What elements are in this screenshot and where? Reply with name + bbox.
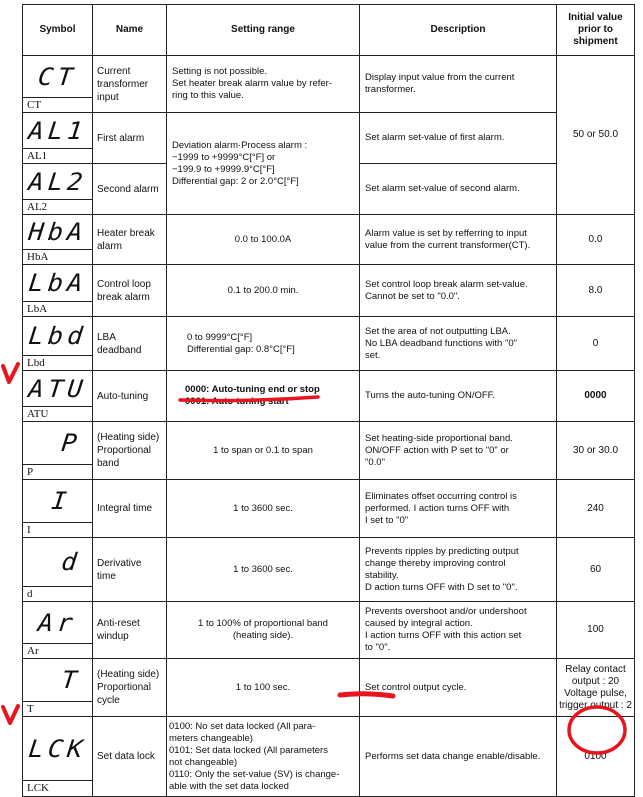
- setting-range: [167, 371, 360, 422]
- parameter-table: [22, 4, 635, 797]
- symbol-cell: [23, 164, 93, 215]
- initial-value: Relay contact output : 20 Voltage pulse, trigger output : 2: [557, 659, 635, 717]
- initial-value: 100: [557, 602, 635, 659]
- setting-range: 0.0 to 100.0A: [167, 215, 360, 265]
- param-name: (Heating side) Proportional cycle: [93, 659, 167, 717]
- table-row: [23, 265, 635, 317]
- initial-value: 60: [557, 538, 635, 602]
- header-symbol: Symbol: [23, 5, 93, 56]
- symbol-code: AL2: [23, 199, 92, 214]
- symbol-cell: [23, 265, 93, 317]
- setting-range: 1 to 100% of proportional band (heating side).: [167, 602, 360, 659]
- header-initial: Initial value prior to shipment: [557, 5, 635, 56]
- param-name: Second alarm: [93, 164, 167, 215]
- description: Display input value from the current transformer.: [360, 56, 557, 113]
- table-row: [23, 317, 635, 371]
- header-name: Name: [93, 5, 167, 56]
- symbol-code: Lbd: [23, 355, 92, 370]
- table-row: [23, 422, 635, 480]
- table-row: [23, 113, 635, 164]
- check-mark-atu: [3, 364, 18, 382]
- symbol-cell: [23, 113, 93, 164]
- param-name: Integral time: [93, 480, 167, 538]
- segment-display: AL1: [26, 116, 89, 145]
- description: Set control loop break alarm set-value. Cannot be set to "0.0".: [360, 265, 557, 317]
- segment-display: CT: [36, 62, 79, 91]
- range-line: 0000: Auto-tuning end or stop: [185, 384, 320, 395]
- table-row: [23, 480, 635, 538]
- description: Prevents ripples by predicting output change thereby improving control stability. D action turns OFF with D set to "0".: [360, 538, 557, 602]
- symbol-cell: [23, 538, 93, 602]
- symbol-cell: [23, 56, 93, 113]
- header-row: [23, 5, 635, 56]
- description: Eliminates offset occurring control is performed. I action turns OFF with I set to "0": [360, 480, 557, 538]
- initial-value: 0100: [557, 717, 635, 797]
- initial-value: 0000: [557, 371, 635, 422]
- setting-range: 0.1 to 200.0 min.: [167, 265, 360, 317]
- initial-value: 8.0: [557, 265, 635, 317]
- header-range: Setting range: [167, 5, 360, 56]
- symbol-code: AL1: [23, 148, 92, 163]
- setting-range: Deviation alarm·Process alarm : −1999 to +9999°C[°F] or −199.9 to +9999.9°C[°F] Differential gap: 2 or 2.0°C[°F]: [167, 113, 360, 215]
- segment-display: T: [59, 666, 83, 694]
- description: Set the area of not outputting LBA. No LBA deadband functions with "0" set.: [360, 317, 557, 371]
- description: Performs set data change enable/disable.: [360, 717, 557, 797]
- setting-range: 0100: No set data locked (All para- meters changeable) 0101: Set data locked (All parameters not changeable) 0110: Only the set-value (SV) is change- able with the set data locked: [167, 717, 360, 797]
- description: Prevents overshoot and/or undershoot caused by integral action. I action turns OFF with this action set to "0".: [360, 602, 557, 659]
- symbol-cell: [23, 602, 93, 659]
- segment-display: HbA: [26, 218, 89, 246]
- param-name: First alarm: [93, 113, 167, 164]
- symbol-code: d: [23, 586, 92, 601]
- symbol-cell: [23, 480, 93, 538]
- range-line: 0001: Auto-tuning start: [185, 396, 289, 407]
- setting-range: Setting is not possible. Set heater break alarm value by refer- ring to this value.: [167, 56, 360, 113]
- param-name: Current transformer input: [93, 56, 167, 113]
- table-row: [23, 659, 635, 717]
- table-row: [23, 602, 635, 659]
- param-name: LBA deadband: [93, 317, 167, 371]
- segment-display: P: [59, 429, 83, 457]
- header-description: Description: [360, 5, 557, 56]
- symbol-cell: [23, 371, 93, 422]
- setting-range: 1 to 3600 sec.: [167, 480, 360, 538]
- param-name: Derivative time: [93, 538, 167, 602]
- initial-value: 240: [557, 480, 635, 538]
- description: Turns the auto-tuning ON/OFF.: [360, 371, 557, 422]
- symbol-cell: [23, 317, 93, 371]
- param-name: Auto-tuning: [93, 371, 167, 422]
- table-row: [23, 538, 635, 602]
- segment-display: I: [49, 487, 73, 515]
- description: Set alarm set-value of first alarm.: [360, 113, 557, 164]
- segment-display: AL2: [26, 167, 89, 196]
- param-name: (Heating side) Proportional band: [93, 422, 167, 480]
- param-name: Anti-reset windup: [93, 602, 167, 659]
- setting-range: 1 to 100 sec.: [167, 659, 360, 717]
- symbol-code: Ar: [23, 643, 92, 658]
- setting-range: 1 to span or 0.1 to span: [167, 422, 360, 480]
- symbol-code: P: [23, 464, 92, 479]
- description: Set alarm set-value of second alarm.: [360, 164, 557, 215]
- symbol-code: ATU: [23, 406, 92, 421]
- description: Set heating-side proportional band. ON/OFF action with P set to "0" or "0.0": [360, 422, 557, 480]
- symbol-cell: [23, 422, 93, 480]
- symbol-cell: [23, 215, 93, 265]
- initial-value: 30 or 30.0: [557, 422, 635, 480]
- check-mark-lck: [3, 706, 18, 723]
- symbol-code: HbA: [23, 249, 92, 264]
- segment-display: Lbd: [26, 322, 89, 350]
- table-row: [23, 56, 635, 113]
- symbol-code: I: [23, 522, 92, 537]
- symbol-code: LbA: [23, 301, 92, 316]
- symbol-code: CT: [23, 97, 92, 112]
- param-name: Control loop break alarm: [93, 265, 167, 317]
- description: Set control output cycle.: [360, 659, 557, 717]
- table-row: [23, 371, 635, 422]
- segment-display: LCK: [26, 735, 89, 763]
- table-row: [23, 215, 635, 265]
- setting-range: 1 to 3600 sec.: [167, 538, 360, 602]
- initial-value: 0: [557, 317, 635, 371]
- segment-display: ATU: [26, 374, 89, 403]
- description: Alarm value is set by refferring to input value from the current transformer(CT).: [360, 215, 557, 265]
- param-name: Set data lock: [93, 717, 167, 797]
- initial-value: 0.0: [557, 215, 635, 265]
- symbol-code: LCK: [23, 780, 92, 795]
- symbol-cell: [23, 717, 93, 797]
- symbol-code: T: [23, 701, 92, 716]
- segment-display: d: [59, 548, 83, 576]
- param-name: Heater break alarm: [93, 215, 167, 265]
- setting-range: 0 to 9999°C[°F] Differential gap: 0.8°C[°F]: [167, 317, 360, 371]
- initial-value-alarm: 50 or 50.0: [557, 56, 635, 215]
- symbol-cell: [23, 659, 93, 717]
- segment-display: LbA: [26, 269, 89, 297]
- segment-display: Ar: [36, 608, 79, 637]
- table-row: [23, 717, 635, 797]
